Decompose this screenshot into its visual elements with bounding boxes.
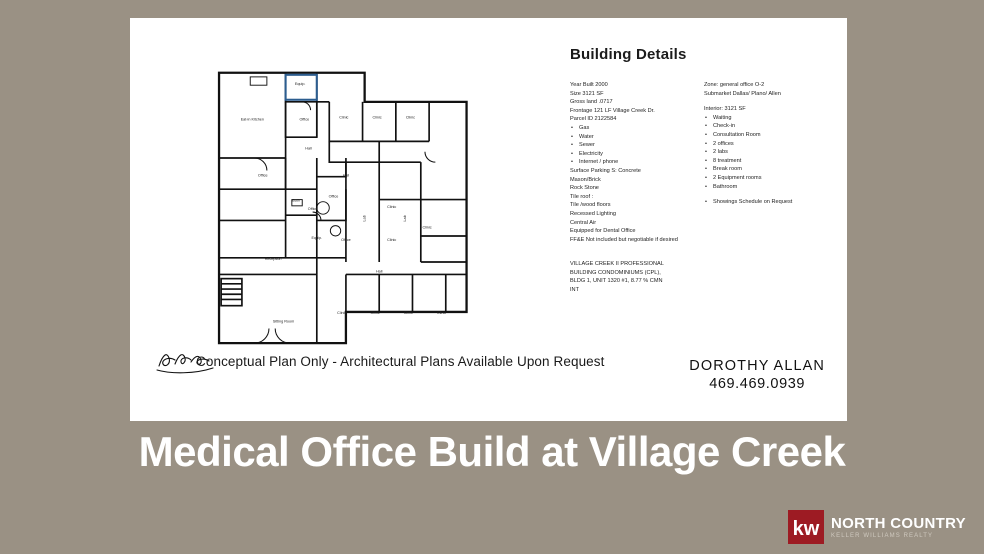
block-lines-item: VILLAGE CREEK II PROFESSIONAL bbox=[570, 261, 664, 268]
right-lines-item: Submarket Dallas/ Plano/ Allen bbox=[704, 90, 781, 97]
left-lines2-item: Rock Stone bbox=[570, 185, 599, 192]
brand-wordmark bbox=[831, 516, 966, 539]
room-label: Equip. bbox=[294, 82, 306, 87]
room-label: Reception bbox=[264, 256, 282, 261]
plan-caption: Conceptual Plan Only - Architectural Plans Available Upon Request bbox=[196, 354, 605, 369]
room-label-vertical: Lab bbox=[403, 215, 408, 222]
room-label: Clinic bbox=[387, 204, 397, 209]
left-lines-item: Gross land .0717 bbox=[570, 99, 613, 106]
room-label: Clinic bbox=[337, 311, 347, 315]
slide-card bbox=[130, 18, 847, 421]
room-label: Clinic bbox=[405, 115, 415, 120]
agent-name: DOROTHY ALLAN bbox=[689, 358, 825, 374]
left-bullets-item: • Electricity bbox=[570, 150, 688, 159]
room-label: Equip. bbox=[311, 236, 323, 241]
left-lines2-item: FF&E Not included but negotiable if desired bbox=[570, 236, 678, 243]
left-lines-item: Parcel ID 2122584 bbox=[570, 116, 617, 123]
right-bullets-item: • Waiting bbox=[704, 114, 822, 123]
left-lines2-item: Mason/Brick bbox=[570, 176, 601, 183]
left-bullets-item: • Internet / phone bbox=[570, 158, 688, 167]
left-bullets-item: • Water bbox=[570, 133, 688, 142]
left-bullets-item: • Sewer bbox=[570, 141, 688, 150]
kw-logo-icon bbox=[788, 510, 824, 544]
room-label: Clinic bbox=[437, 311, 447, 315]
left-lines2-item: Central Air bbox=[570, 219, 597, 226]
left-lines2-item: Equipped for Dental Office bbox=[570, 228, 636, 235]
right-bullets-item: • Consultation Room bbox=[704, 131, 822, 140]
room-label: Bath bbox=[292, 198, 300, 203]
room-label: Clinic bbox=[422, 225, 432, 230]
left-lines-item: Frontage 121 LF Village Creek Dr. bbox=[570, 107, 655, 114]
left-lines2-item: Recessed Lighting bbox=[570, 210, 617, 217]
right-bullets-item: • 2 labs bbox=[704, 148, 822, 157]
page-title: Medical Office Build at Village Creek bbox=[138, 428, 846, 475]
room-label: Clinic bbox=[403, 311, 413, 315]
room-label: Office bbox=[341, 238, 351, 243]
agent-phone: 469.469.0939 bbox=[709, 376, 806, 392]
brand-line-2: KELLER WILLIAMS REALTY bbox=[830, 532, 934, 539]
brand-logo bbox=[788, 510, 966, 544]
left-bullets-item: • Gas bbox=[570, 124, 688, 133]
right-bullets-item: • 8 treatment bbox=[704, 157, 822, 166]
left-lines2-item: Surface Parking S: Concrete bbox=[570, 167, 641, 174]
left-lines2-item: Tile roof : bbox=[570, 193, 594, 200]
details-right-column bbox=[704, 81, 822, 294]
room-label-vertical: Lab bbox=[362, 215, 367, 222]
room-label: Clinic bbox=[372, 115, 382, 120]
details-heading: Building Details bbox=[570, 46, 687, 63]
block-lines-item: INT bbox=[570, 286, 580, 293]
room-label: Hall bbox=[342, 173, 350, 178]
room-label: Clinic bbox=[370, 311, 380, 315]
building-details bbox=[570, 46, 830, 294]
agent-contact bbox=[689, 358, 825, 392]
right-bullets-item: • 2 Equipment rooms bbox=[704, 174, 822, 183]
room-label: Hall bbox=[375, 269, 383, 274]
room-label: Hall bbox=[305, 146, 312, 151]
right-bullets-item: • Bathroom bbox=[704, 183, 822, 192]
room-label: Eat-in Kitchen bbox=[240, 117, 264, 122]
left-lines2-item: Tile /wood floors bbox=[570, 202, 611, 209]
block-lines-item: BUILDING CONDOMINIUMS (CPL), bbox=[570, 269, 661, 276]
room-label: Office bbox=[299, 117, 310, 122]
right-lines2-item: Interior: 3121 SF bbox=[704, 106, 746, 113]
room-label: Office bbox=[328, 194, 339, 199]
room-label: Clinic bbox=[339, 115, 349, 120]
left-lines-item: Size 3121 SF bbox=[570, 90, 604, 97]
room-label: Office bbox=[307, 207, 318, 212]
room-label: Sitting Room bbox=[272, 319, 295, 324]
left-lines-item: Year Built 2000 bbox=[570, 82, 608, 88]
right-bullets2-item: • Showings Schedule on Request bbox=[704, 198, 822, 207]
brand-line-1: NORTH COUNTRY bbox=[830, 514, 966, 532]
right-bullets-item: • Break room bbox=[704, 165, 822, 174]
room-label: Clinic bbox=[387, 238, 397, 243]
right-lines-item: Zone: general office O-2 bbox=[704, 82, 765, 88]
right-bullets-item: • 2 offices bbox=[704, 140, 822, 149]
block-lines-item: BLDG 1, UNIT 1320 #1, 8.77 % CMN bbox=[570, 278, 663, 285]
right-bullets-item: • Check-in bbox=[704, 122, 822, 131]
room-label: Office bbox=[257, 173, 268, 178]
floor-plan bbox=[188, 54, 508, 366]
details-left-column bbox=[570, 81, 688, 294]
svg-text:kw: kw bbox=[792, 518, 820, 540]
